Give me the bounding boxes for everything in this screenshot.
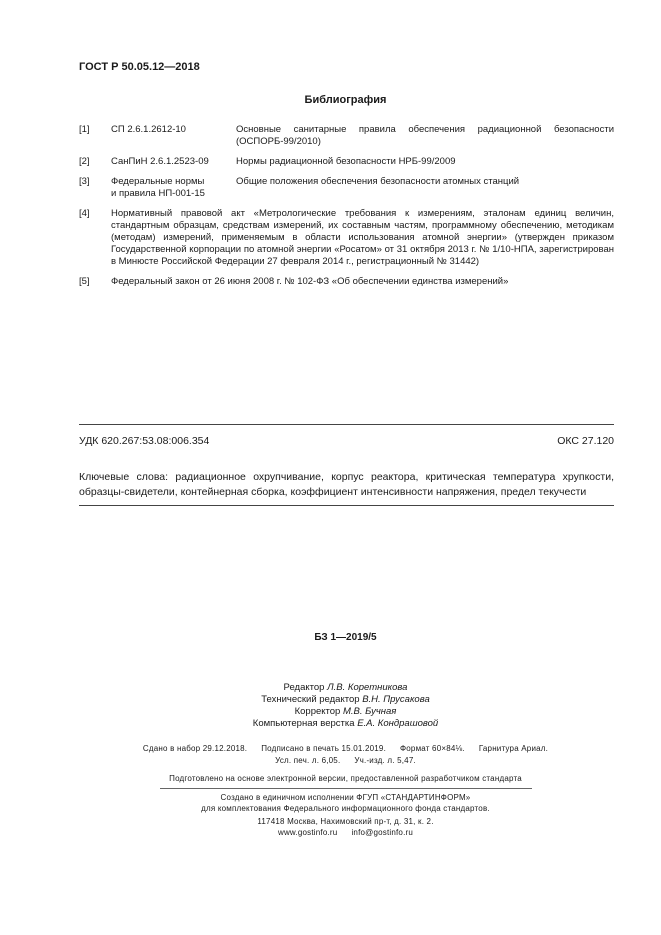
imprint-prepared: Подготовлено на основе электронной версии, предоставленной разработчиком стандарта — [169, 774, 522, 783]
ref-number: [2] — [79, 156, 90, 167]
imprint-website: www.gostinfo.ru — [277, 828, 338, 837]
ref-text: Нормативный правовой акт «Метрологические требования к измерениям, эталонам единиц величин, стандартным образцам, средствам измерений, их составным частям, программному обеспечению, методикам (методам) измерений, применяемым в области использования атомной энергии» (утвержден приказом Государственной корпорации по атомной энергии «Росатом» от 31 октября 2013 г. № 1/10-НПА, зарегистрирован в Минюсте Российской Федерации 27 февраля 2014 г., регистрационный № 31442) — [111, 208, 614, 267]
udk-code: УДК 620.267:53.08:006.354 — [79, 435, 210, 447]
imprint-font: Гарнитура Ариал. — [478, 744, 549, 753]
divider-line — [79, 505, 614, 506]
imprint-pages: Усл. печ. л. 6,05. — [275, 756, 341, 765]
ref-description: Общие положения обеспечения безопасности атомных станций — [236, 176, 520, 187]
imprint-sent: Сдано в набор 29.12.2018. — [142, 744, 248, 753]
bibliography-title: Библиография — [304, 94, 387, 106]
ref-code: СанПиН 2.6.1.2523-09 — [111, 156, 209, 167]
imprint-address: 117418 Москва, Нахимовский пр-т, д. 31, к. 2. — [257, 817, 434, 826]
ref-number: [1] — [79, 124, 90, 135]
staff-line-editor — [0, 682, 661, 694]
staff-name: М.В. Бучная — [342, 706, 397, 717]
ref-description: Основные санитарные правила обеспечения радиационной безопасности (ОСПОРБ-99/2010) — [236, 124, 614, 147]
imprint-signed: Подписано в печать 15.01.2019. — [261, 744, 386, 753]
divider-line — [79, 424, 614, 425]
imprint-created-line2: для комплектования Федерального информационного фонда стандартов. — [201, 804, 490, 813]
imprint-print-details — [0, 743, 661, 755]
ref-code: СП 2.6.1.2612-10 — [111, 124, 186, 135]
staff-role: Компьютерная верстка — [252, 718, 355, 729]
standard-header: ГОСТ Р 50.05.12—2018 — [79, 61, 200, 73]
oks-code: ОКС 27.120 — [557, 435, 614, 447]
staff-name: Л.В. Коретникова — [327, 682, 408, 693]
imprint-edition: Уч.-изд. л. 5,47. — [354, 756, 416, 765]
imprint-email: info@gostinfo.ru — [351, 828, 414, 837]
imprint-format: Формат 60×84⅛. — [400, 744, 465, 753]
ref-number: [5] — [79, 276, 90, 287]
imprint-volume — [0, 755, 661, 767]
imprint-created-line1: Создано в единичном исполнении ФГУП «СТАНДАРТИНФОРМ» — [220, 793, 471, 802]
ref-code-line1: Федеральные нормы — [111, 176, 205, 187]
imprint-divider — [160, 788, 532, 789]
staff-role: Технический редактор — [261, 694, 360, 705]
staff-name: В.Н. Прусакова — [362, 694, 430, 705]
ref-code-line2: и правила НП-001-15 — [111, 188, 205, 199]
staff-line-tech-editor — [0, 694, 661, 706]
bz-number: БЗ 1—2019/5 — [314, 632, 377, 643]
staff-line-corrector — [0, 706, 661, 718]
staff-role: Редактор — [283, 682, 325, 693]
ref-text: Федеральный закон от 26 июня 2008 г. № 102-ФЗ «Об обеспечении единства измерений» — [111, 276, 509, 287]
staff-role: Корректор — [294, 706, 341, 717]
staff-name: Е.А. Кондрашовой — [357, 718, 439, 729]
ref-description: Нормы радиационной безопасности НРБ-99/2009 — [236, 156, 456, 167]
ref-number: [4] — [79, 208, 90, 219]
imprint-contacts — [0, 827, 661, 839]
keywords-paragraph: Ключевые слова: радиационное охрупчивание, корпус реактора, критическая температура хрупкости, образцы-свидетели, контейнерная сборка, коэффициент интенсивности напряжения, предел текучести — [79, 471, 614, 498]
staff-line-layout — [0, 718, 661, 730]
ref-number: [3] — [79, 176, 90, 187]
